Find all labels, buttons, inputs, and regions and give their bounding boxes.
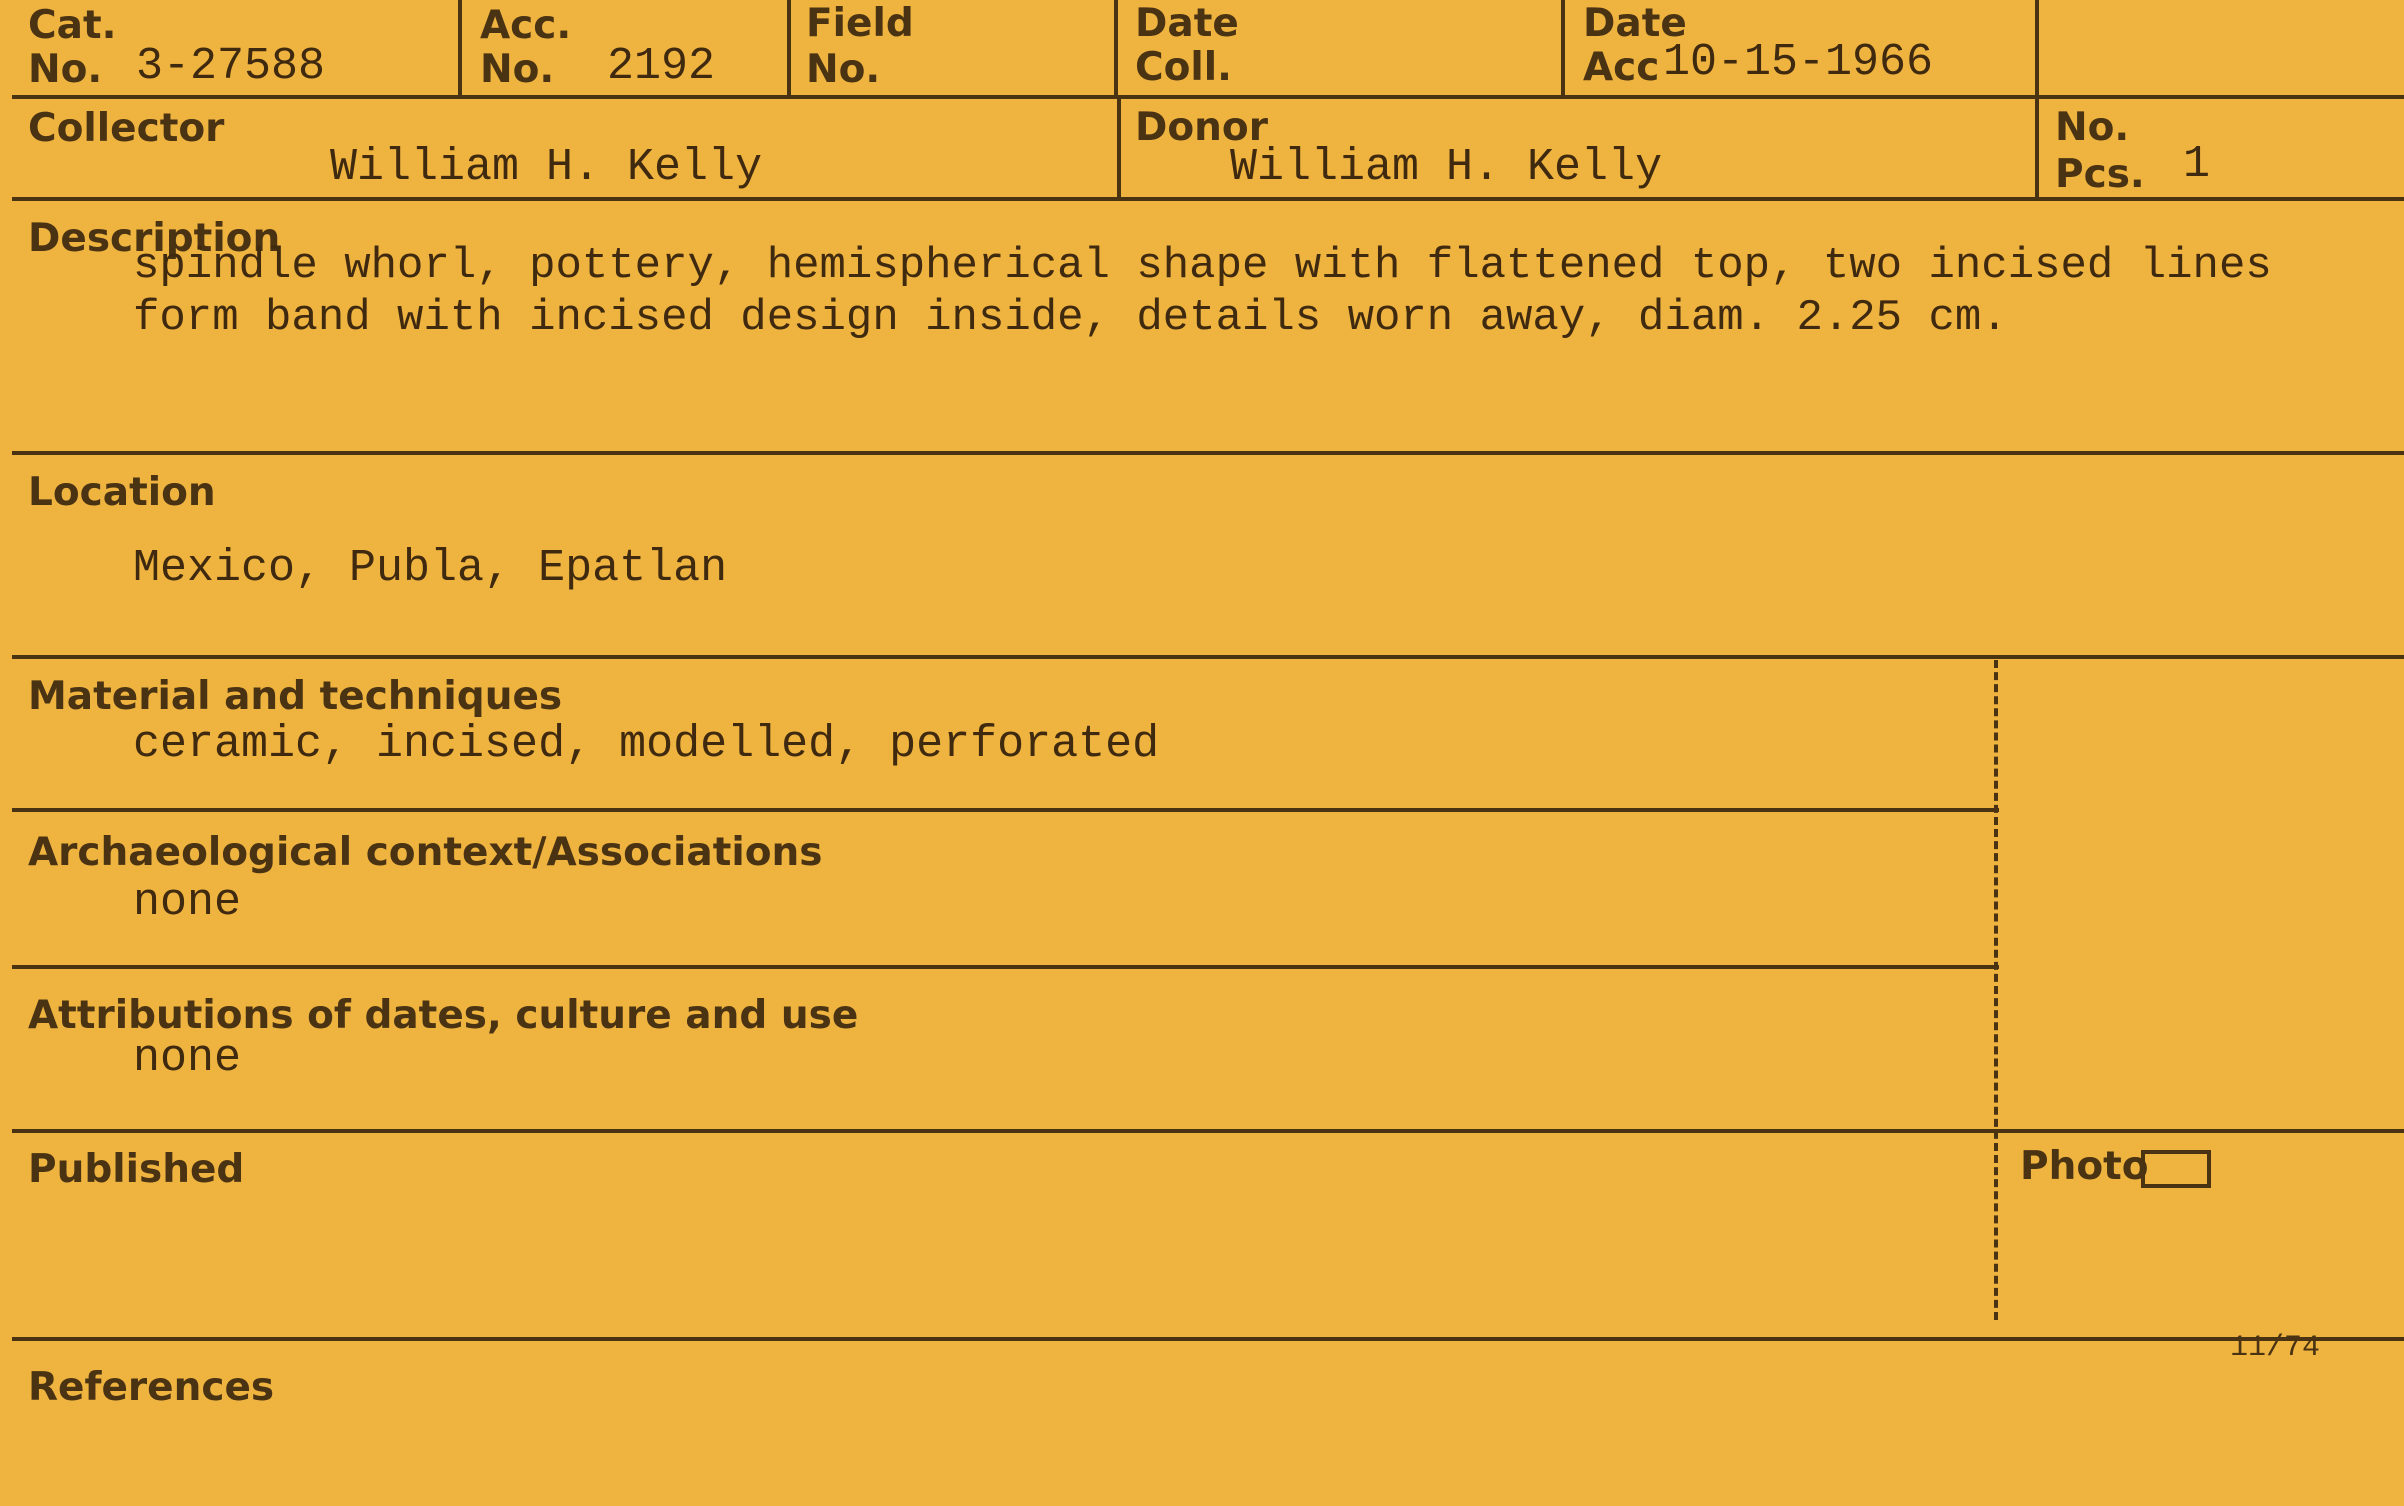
date-acc-label: Date [1583, 1, 1687, 46]
material-label: Material and techniques [28, 674, 563, 719]
form-code: 11/74 [2230, 1331, 2321, 1365]
collector-value: William H. Kelly [330, 142, 763, 193]
acc-label: Acc. [480, 3, 572, 48]
rule-description-bottom [12, 451, 2404, 455]
pcs-no-label: No. [2055, 105, 2130, 150]
rule-v-datecoll-dateacc [1561, 0, 1565, 97]
rule-v-collector-donor [1117, 95, 1121, 199]
description-label: Description [28, 216, 281, 261]
pcs-value: 1 [2183, 139, 2211, 190]
cat-no-value: 3-27588 [136, 41, 326, 92]
cat-label: Cat. [28, 3, 117, 48]
references-label: References [28, 1365, 275, 1410]
acc-no-value: 2192 [607, 41, 716, 92]
date-coll-sub-label: Coll. [1135, 45, 1232, 90]
material-value: ceramic, incised, modelled, perforated [133, 719, 1160, 770]
attributions-label: Attributions of dates, culture and use [28, 993, 859, 1038]
description-line-2: form band with incised design inside, details worn away, diam. 2.25 cm. [133, 293, 2008, 343]
donor-value: William H. Kelly [1230, 142, 1663, 193]
acc-no-label: No. [480, 47, 555, 92]
rule-v-dateacc-end [2035, 0, 2039, 199]
published-label: Published [28, 1147, 245, 1192]
pcs-label: Pcs. [2055, 152, 2145, 197]
rule-header-bottom [12, 95, 2404, 99]
field-label: Field [806, 1, 914, 46]
rule-v-field-datecoll [1114, 0, 1118, 97]
donor-label: Donor [1135, 105, 1268, 150]
attributions-value: none [133, 1033, 242, 1084]
rule-archaeological-bottom [12, 965, 1999, 969]
rule-v-acc-field [787, 0, 791, 97]
date-coll-label: Date [1135, 1, 1239, 46]
date-acc-sub-label: Acc [1583, 45, 1660, 90]
rule-published-bottom [12, 1337, 2404, 1341]
archaeological-value: none [133, 877, 242, 928]
cat-no-label: No. [28, 47, 103, 92]
rule-location-bottom [12, 655, 2404, 659]
description-line-1: spindle whorl, pottery, hemispherical shape with flattened top, two incised lines [133, 241, 2272, 291]
photo-checkbox [2141, 1150, 2211, 1188]
date-acc-value: 10-15-1966 [1663, 37, 1934, 88]
rule-material-bottom [12, 808, 1999, 812]
collector-label: Collector [28, 106, 225, 151]
location-label: Location [28, 470, 216, 515]
location-value: Mexico, Publa, Epatlan [133, 543, 728, 594]
photo-label: Photo [2020, 1144, 2149, 1189]
archaeological-label: Archaeological context/Associations [28, 830, 823, 875]
field-no-label: No. [806, 47, 881, 92]
rule-attributions-bottom [12, 1129, 2404, 1133]
rule-v-cat-acc [458, 0, 462, 97]
rule-dashed-right-column [1994, 660, 1998, 1320]
rule-row2-bottom [12, 197, 2404, 201]
